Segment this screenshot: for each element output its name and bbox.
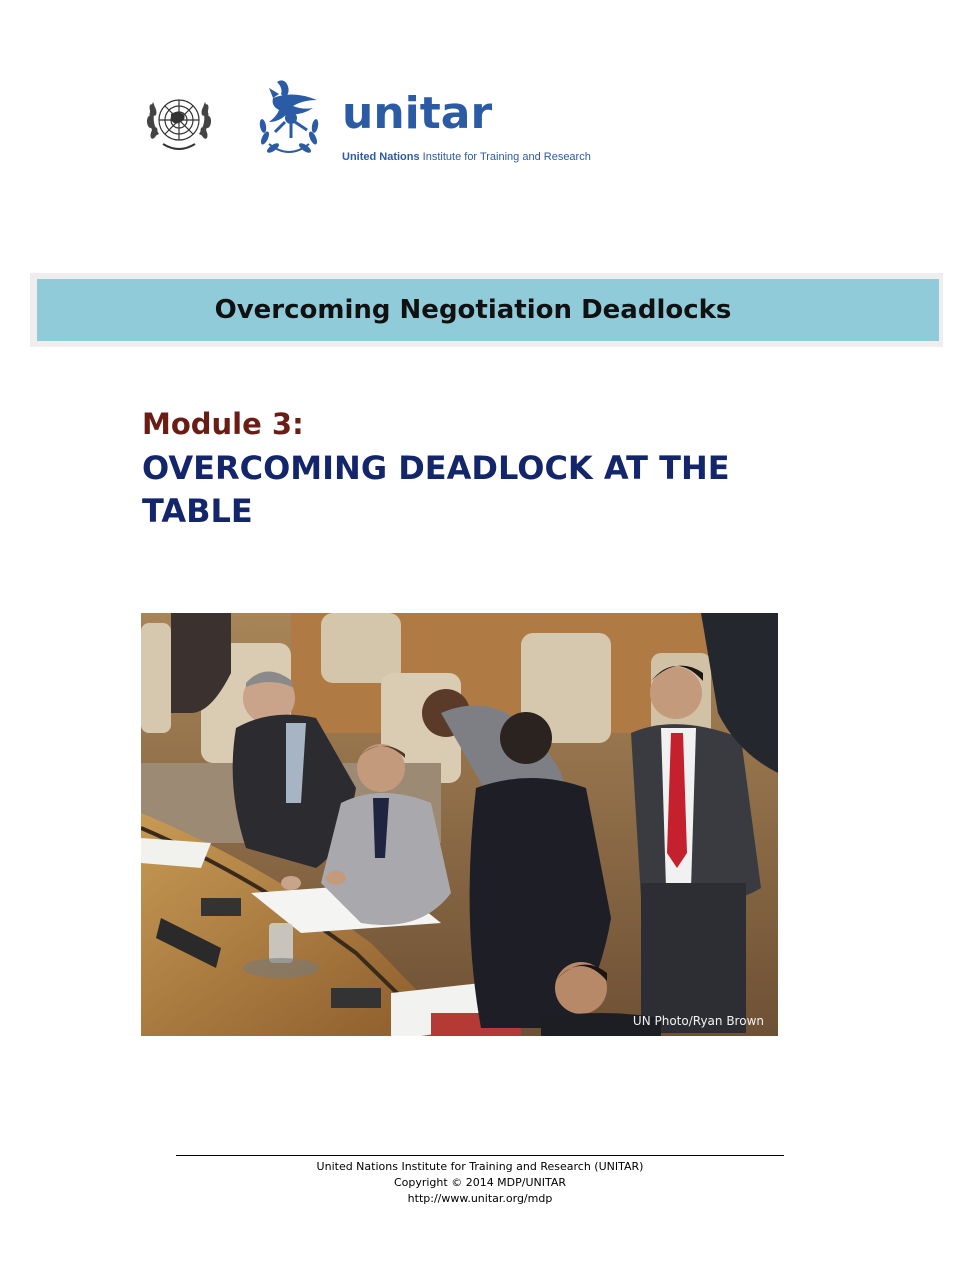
unitar-bird-icon bbox=[255, 78, 325, 156]
footer-institute: United Nations Institute for Training and Research (UNITAR) bbox=[316, 1160, 644, 1173]
course-title: Overcoming Negotiation Deadlocks bbox=[214, 295, 732, 325]
course-banner bbox=[37, 279, 939, 341]
cover-photo bbox=[141, 613, 778, 1036]
footer-url: http://www.unitar.org/mdp bbox=[407, 1192, 553, 1205]
unitar-tagline bbox=[342, 151, 591, 163]
page-footer bbox=[176, 1159, 784, 1207]
module-label: Module 3: bbox=[142, 407, 304, 441]
un-emblem-icon bbox=[141, 90, 217, 156]
footer-divider bbox=[176, 1155, 784, 1156]
unitar-wordmark: unitar bbox=[342, 88, 493, 139]
footer-copyright: Copyright © 2014 MDP/UNITAR bbox=[393, 1176, 567, 1189]
unitar-tagline-bold: United Nations bbox=[342, 151, 420, 163]
module-title: OVERCOMING DEADLOCK AT THE TABLE bbox=[142, 449, 730, 530]
unitar-tagline-rest: Institute for Training and Research bbox=[419, 151, 591, 163]
photo-credit: UN Photo/Ryan Brown bbox=[632, 1014, 764, 1028]
